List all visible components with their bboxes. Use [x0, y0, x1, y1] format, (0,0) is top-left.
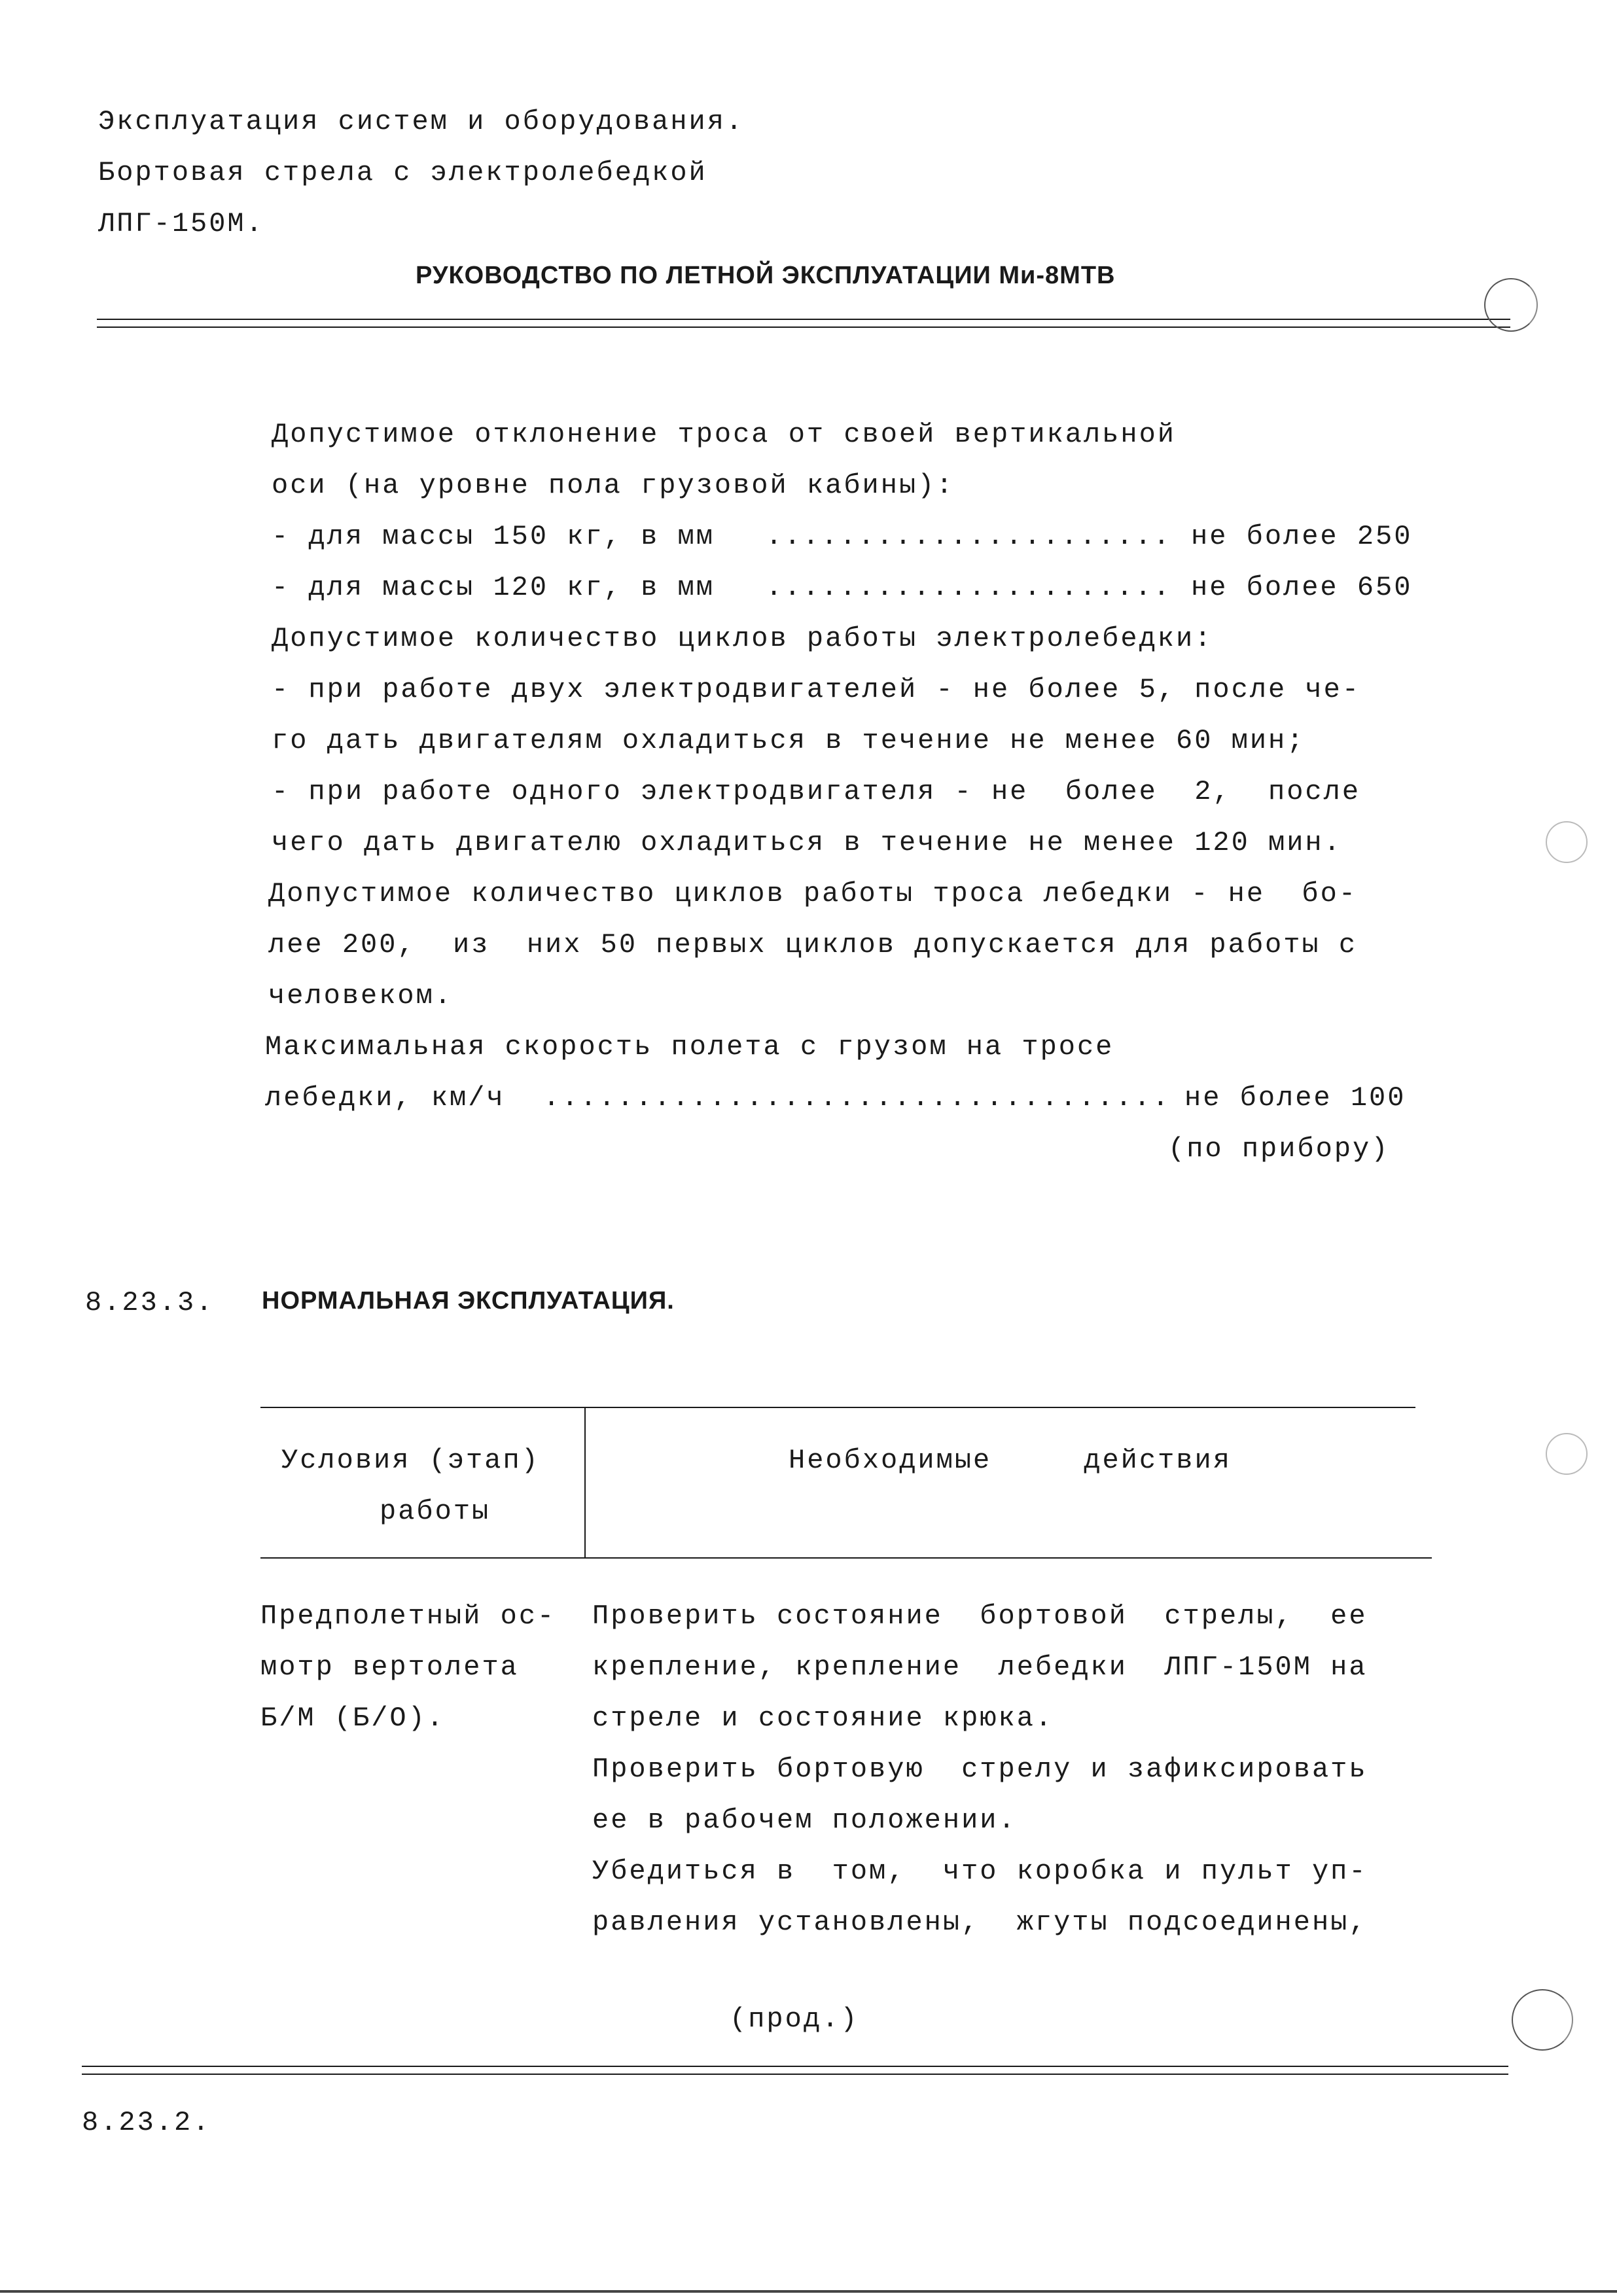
header-line-1: Эксплуатация систем и оборудования. [98, 106, 745, 137]
one-motor-line-1: - при работе одного электродвигателя - не более 2, после [272, 776, 1361, 807]
row1-action-line-4: Проверить бортовую стрелу и зафиксировать [592, 1754, 1368, 1785]
row1-action-line-5: ее в рабочем положении. [592, 1805, 1017, 1836]
row1-action-line-7: равления установлены, жгуты подсоединены, [592, 1907, 1368, 1938]
two-motors-line-1: - при работе двух электродвигателей - не более 5, после че- [272, 674, 1361, 705]
page-number: 8.23.2. [82, 2107, 211, 2138]
mass150-label: - для массы 150 кг, в мм [272, 521, 715, 552]
table-header-rule-top [260, 1407, 1415, 1408]
manual-title: РУКОВОДСТВО ПО ЛЕТНОЙ ЭКСПЛУАТАЦИИ Ми-8МТВ [416, 262, 1116, 289]
table-header-divider [584, 1407, 586, 1559]
mass150-value: не более 250 [1191, 521, 1413, 552]
section-title: НОРМАЛЬНАЯ ЭКСПЛУАТАЦИЯ. [262, 1287, 675, 1315]
speed-value: не более 100 [1184, 1082, 1406, 1114]
one-motor-line-2: чего дать двигателю охладиться в течение не менее 120 мин. [272, 827, 1342, 858]
col2-header: Необходимые действия [789, 1445, 1232, 1476]
cable-cycles-line-2: лее 200, из них 50 первых циклов допускается для работы с [268, 929, 1358, 961]
mass120-value: не более 650 [1191, 572, 1413, 603]
col1-header-line-2: работы [380, 1496, 491, 1527]
footer-rule-bottom [82, 2074, 1508, 2075]
binder-hole-icon [1546, 1433, 1588, 1475]
deviation-intro-1: Допустимое отклонение троса от своей вертикальной [272, 419, 1177, 450]
binder-hole-icon [1512, 1989, 1573, 2051]
speed-dots: .................................. [543, 1082, 1171, 1114]
cable-cycles-line-3: человеком. [268, 980, 453, 1012]
cable-cycles-line-1: Допустимое количество циклов работы троса лебедки - не бо- [268, 878, 1358, 910]
row1-action-line-1: Проверить состояние бортовой стрелы, ее [592, 1600, 1368, 1632]
header-line-2: Бортовая стрела с электролебедкой [98, 157, 707, 188]
mass120-dots: ...................... [766, 572, 1172, 603]
footer-rule-top [82, 2066, 1508, 2067]
speed-label: лебедки, км/ч [265, 1082, 505, 1114]
two-motors-line-2: го дать двигателям охладиться в течение не менее 60 мин; [272, 725, 1306, 756]
speed-line-1: Максимальная скорость полета с грузом на тросе [265, 1031, 1114, 1063]
continued-note: (прод.) [730, 2004, 859, 2035]
header-rule-bottom [97, 327, 1510, 328]
row1-condition-line-1: Предполетный ос- [260, 1600, 556, 1632]
header-line-3: ЛПГ-150М. [98, 208, 264, 239]
mass150-dots: ...................... [766, 521, 1172, 552]
table-header-rule-bottom [260, 1557, 1432, 1559]
col1-header-line-1: Условия (этап) [281, 1445, 540, 1476]
header-rule-top [97, 319, 1510, 320]
row1-condition-line-3: Б/М (Б/О). [260, 1703, 446, 1734]
speed-note: (по прибору) [1168, 1133, 1390, 1165]
section-number: 8.23.3. [85, 1287, 215, 1318]
scan-edge [0, 2290, 1617, 2293]
mass120-label: - для массы 120 кг, в мм [272, 572, 715, 603]
row1-action-line-2: крепление, крепление лебедки ЛПГ-150М на [592, 1651, 1368, 1683]
binder-hole-icon [1546, 821, 1588, 863]
row1-action-line-3: стреле и состояние крюка. [592, 1703, 1054, 1734]
row1-action-line-6: Убедиться в том, что коробка и пульт уп- [592, 1856, 1368, 1887]
deviation-intro-2: оси (на уровне пола грузовой кабины): [272, 470, 955, 501]
row1-condition-line-2: мотр вертолета [260, 1651, 519, 1683]
binder-hole-icon [1484, 278, 1538, 332]
cycles-intro: Допустимое количество циклов работы электролебедки: [272, 623, 1213, 654]
